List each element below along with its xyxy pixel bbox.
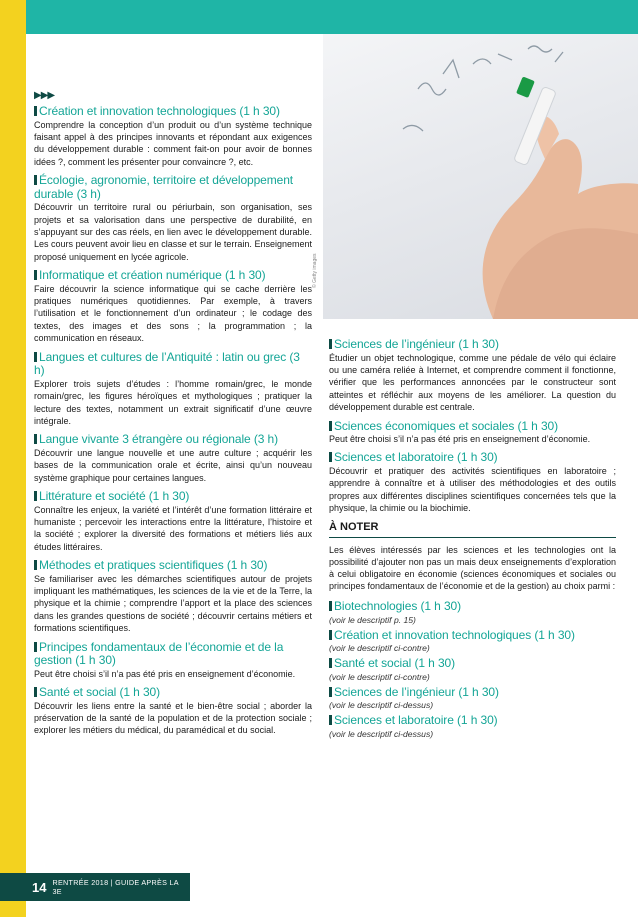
course-title-text: Informatique et création numérique (1 h 30)	[39, 268, 266, 283]
title-marker-icon	[34, 687, 37, 697]
title-marker-icon	[329, 339, 332, 349]
top-color-band	[0, 0, 638, 34]
course-section	[34, 686, 312, 737]
course-title	[329, 420, 616, 434]
note-item-reference: (voir le descriptif ci-contre)	[329, 643, 430, 654]
course-title	[34, 351, 312, 378]
course-description: Découvrir une langue nouvelle et une autre culture ; acquérir les bases de la communication orale et écrite, ainsi qu’un nouveau système graphique pour certaines langues.	[34, 447, 312, 483]
course-section	[34, 269, 312, 345]
course-title	[34, 174, 312, 201]
course-description: Découvrir et pratiquer des activités scientifiques en laboratoire ; apprendre à connaître et à utiliser des méthodologies et des outils propres aux différentes disciplines scientifiques concernées tels que la physique, la chimie ou la biochimie.	[329, 465, 616, 514]
note-item-title-text: Sciences de l’ingénieur (1 h 30)	[334, 684, 499, 699]
course-description: Peut être choisi s’il n’a pas été pris en enseignement d’économie.	[34, 668, 296, 679]
note-item-title	[329, 686, 616, 700]
title-marker-icon	[329, 715, 332, 725]
course-title	[34, 105, 312, 119]
note-item-title	[329, 629, 616, 643]
course-description: Faire découvrir la science informatique qui se cache derrière les pratiques numériques quotidiennes. Par exemple, à travers l’utilisation et le fonctionnement d’un ordinateur ; le codage des textes, des images et des sons ; la programmation ; la communication en réseaux.	[34, 283, 312, 344]
course-title	[34, 269, 312, 283]
note-item-reference: (voir le descriptif ci-dessus)	[329, 728, 434, 739]
photo-credit: © Getty images	[312, 253, 318, 288]
note-item-reference: (voir le descriptif p. 15)	[329, 614, 416, 625]
note-item-reference: (voir le descriptif ci-dessus)	[329, 700, 434, 711]
note-item	[329, 600, 616, 626]
course-section	[34, 490, 312, 553]
note-item-title-text: Sciences et laboratoire (1 h 30)	[334, 713, 498, 728]
footer-text: RENTRÉE 2018 | GUIDE APRÈS LA 3E	[52, 878, 179, 896]
left-color-band	[0, 0, 26, 917]
course-title	[329, 451, 616, 465]
left-column	[34, 105, 312, 743]
course-description: Découvrir les liens entre la santé et le bien-être social ; aborder la préservation de la santé de la population et de la protection sociale ; explorer les métiers du médical, du paramédical et du social.	[34, 700, 312, 736]
course-description: Explorer trois sujets d’études : l’homme romain/grec, le monde romain/grec, les figures héroïques et mythologiques ; pratiquer la lecture des textes, notamment un extrait significatif d’une œuvre intégrale.	[34, 378, 312, 426]
title-marker-icon	[34, 560, 37, 570]
right-column	[329, 338, 616, 743]
course-title-text: Santé et social (1 h 30)	[39, 685, 161, 700]
footer-bar	[0, 873, 190, 901]
course-description: Comprendre la conception d’un produit ou d’un système technique faisant appel à des principes innovants et répondant aux exigences du développement durable : comment fait-on pour avoir de bonnes idées ?, comment les présenter pour convaincre ?, etc.	[34, 119, 312, 167]
course-description: Peut être choisi s’il n’a pas été pris en enseignement d’économie.	[329, 434, 591, 445]
course-description: Découvrir un territoire rural ou périurbain, son organisation, ses projets et sa valorisation dans une perspective de durabilité, en s’appuyant sur des cas réels, en lien avec le développement durable. Les cours peuvent avoir lieu en classe et sur le terrain. Enseignement proposé uniquement en lycée agricole.	[34, 202, 312, 262]
course-section	[34, 174, 312, 263]
course-section	[34, 641, 312, 680]
note-item	[329, 657, 616, 683]
course-title-text: Sciences et laboratoire (1 h 30)	[334, 450, 498, 465]
note-item-reference: (voir le descriptif ci-contre)	[329, 671, 430, 682]
course-title-text: Sciences économiques et sociales (1 h 30)	[334, 418, 559, 433]
note-list	[329, 600, 616, 740]
course-title	[34, 490, 312, 504]
note-item	[329, 629, 616, 655]
course-title-text: Écologie, agronomie, territoire et développement durable (3 h)	[34, 173, 294, 201]
course-section	[329, 338, 616, 414]
course-title	[34, 641, 312, 668]
course-description: Étudier un objet technologique, comme une pédale de vélo qui éclaire ou une caméra reliée à Internet, et comprendre comment il fonctionne, vérifier que les performances annoncées par le constructeur sont atteintes et réfléchir aux moyens de les améliorer. La question du développement durable est centrale.	[329, 352, 616, 413]
course-section	[329, 451, 616, 514]
course-title-text: Principes fondamentaux de l’économie et de la gestion (1 h 30)	[34, 639, 284, 668]
course-title-text: Sciences de l’ingénieur (1 h 30)	[334, 337, 499, 351]
course-title-text: Littérature et société (1 h 30)	[39, 489, 190, 504]
note-item-title	[329, 657, 616, 671]
title-marker-icon	[329, 687, 332, 697]
course-title	[34, 433, 312, 447]
course-title	[329, 338, 616, 352]
title-marker-icon	[34, 270, 37, 280]
course-section	[34, 351, 312, 428]
title-marker-icon	[34, 175, 37, 185]
title-marker-icon	[329, 630, 332, 640]
page-number: 14	[32, 879, 47, 895]
course-title-text: Langue vivante 3 étrangère ou régionale (3 h)	[39, 432, 279, 447]
course-title	[34, 686, 312, 700]
hand-writing-illustration	[323, 34, 638, 319]
course-title-text: Langues et cultures de l’Antiquité : latin ou grec (3 h)	[34, 349, 300, 378]
right-sections	[329, 338, 616, 515]
course-description: Connaître les enjeux, la variété et l’intérêt d’une formation littéraire et humaniste ; percevoir les interactions entre la littérature, l’histoire et la société ; explorer la diversité des formations et métiers liés aux études littéraires.	[34, 504, 312, 552]
title-marker-icon	[34, 434, 37, 444]
whiteboard-photo	[323, 34, 638, 319]
note-item-title-text: Santé et social (1 h 30)	[334, 656, 456, 671]
title-marker-icon	[329, 421, 332, 431]
title-marker-icon	[329, 452, 332, 462]
course-section	[34, 105, 312, 168]
note-item-title	[329, 714, 616, 728]
title-marker-icon	[329, 658, 332, 668]
course-description: Se familiariser avec les démarches scientifiques autour de projets impliquant les mathématiques, les sciences de la vie et de la Terre, la physique et la chimie ; comprendre l’apport et la place des sciences dans les grandes questions de société ; découvrir certains métiers et formations scientifiques.	[34, 573, 312, 634]
note-item-title	[329, 600, 616, 614]
title-marker-icon	[34, 106, 37, 116]
title-marker-icon	[34, 491, 37, 501]
note-heading: À NOTER	[329, 521, 616, 538]
course-section	[34, 433, 312, 484]
title-marker-icon	[34, 352, 37, 362]
note-body: Les élèves intéressés par les sciences et les technologies ont la possibilité d’ajouter non pas un mais deux enseignements d’exploration à celui obligatoire en économie (sciences économiques et sociales ou principes fondamentaux de l’économie et de la gestion) au choix parmi :	[329, 544, 616, 592]
title-marker-icon	[329, 601, 332, 611]
title-marker-icon	[34, 642, 37, 652]
course-title-text: Méthodes et pratiques scientifiques (1 h 30)	[39, 558, 268, 573]
note-item-title-text: Biotechnologies (1 h 30)	[334, 599, 462, 614]
course-title-text: Création et innovation technologiques (1 h 30)	[39, 104, 280, 118]
note-item	[329, 686, 616, 712]
course-section	[34, 559, 312, 635]
course-section	[329, 420, 616, 446]
note-item	[329, 714, 616, 740]
note-item-title-text: Création et innovation technologiques (1 h 30)	[334, 627, 575, 642]
section-arrows: ▶▶▶	[34, 90, 55, 101]
course-title	[34, 559, 312, 573]
